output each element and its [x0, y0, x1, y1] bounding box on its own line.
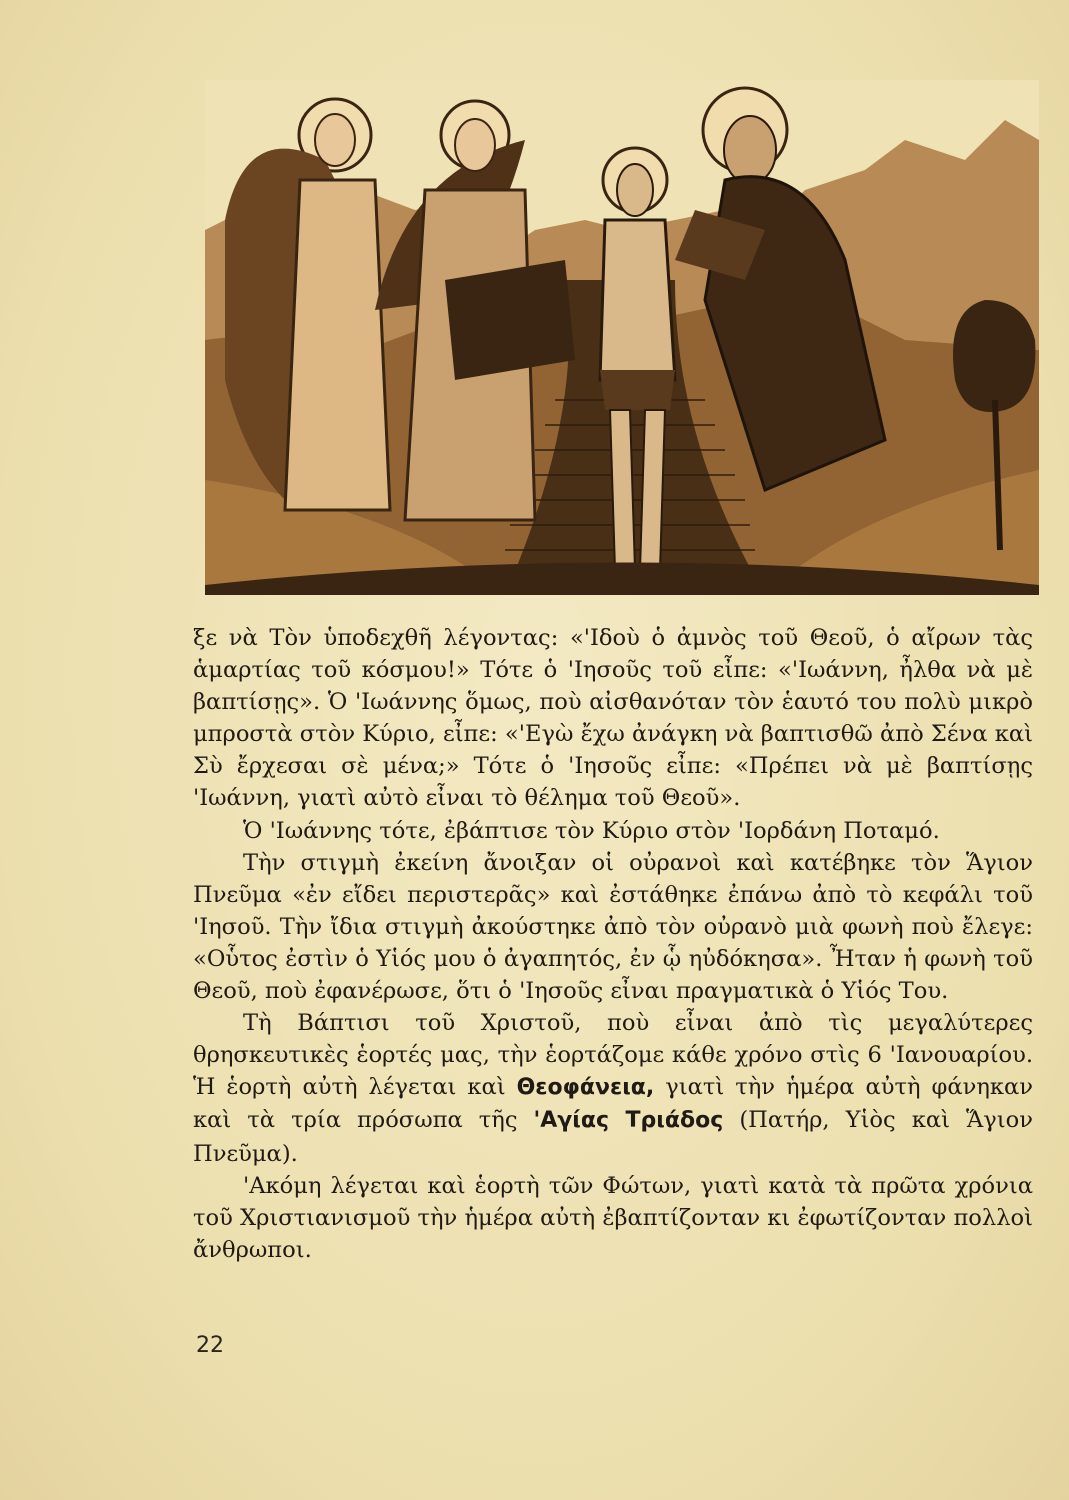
baptism-of-christ-icon [205, 80, 1039, 595]
tree [953, 300, 1035, 412]
paragraph [193, 622, 1033, 815]
text-run: (Πατήρ, Υἱὸς καὶ Ἅγιον Πνεῦμα). [193, 1107, 1033, 1167]
paragraph [193, 1170, 1033, 1266]
christ-figure [617, 164, 653, 216]
body-text [193, 622, 1033, 1266]
bold-term: Θεοφάνεια, [516, 1075, 655, 1101]
text-run: γιατὶ τὴν ἡμέρα αὐτὴ φάνηκαν καὶ τὰ τρία πρόσωπα τῆς [193, 1074, 1033, 1134]
baptism-illustration [205, 80, 1039, 595]
john-figure [724, 116, 776, 184]
text-run: ξε νὰ Τὸν ὑποδεχθῆ λέγοντας: «'Ιδοὺ ὁ ἀμνὸς τοῦ Θεοῦ, ὁ αἴρων τὰς ἁμαρτίας τοῦ κόσμου!» Τότε ὁ 'Ιησοῦς τοῦ εἶπε: «'Ιωάννη, ἦλθα νὰ μὲ βαπτίσῃς». Ὁ 'Ιωάννης ὅμως, ποὺ αἰσθανόταν τὸν ἑαυτό του πολὺ μικρὸ μπροστὰ στὸν Κύριο, εἶπε: «'Εγὼ ἔχω ἀνάγκη νὰ βαπτισθῶ ἀπὸ Σένα καὶ Σὺ ἔρχεσαι σὲ μένα;» Τότε ὁ 'Ιησοῦς εἶπε: «Πρέπει νὰ μὲ βαπτίσῃς 'Ιωάννη, γιατὶ αὐτὸ εἶναι τὸ θέλημα τοῦ Θεοῦ». [193, 625, 1033, 812]
paragraph [193, 815, 1033, 847]
text-run: 'Ακόμη λέγεται καὶ ἑορτὴ τῶν Φώτων, γιατὶ κατὰ τὰ πρῶτα χρόνια τοῦ Χριστιανισμοῦ τὴν ἡμέρα αὐτὴ ἐβαπτίζονταν κι ἐφωτίζονταν πολλοὶ ἄνθρωποι. [193, 1172, 1033, 1263]
paragraph [193, 847, 1033, 1007]
paragraph [193, 1007, 1033, 1169]
text-run: Τὴν στιγμὴ ἐκείνη ἄνοιξαν οἱ οὐρανοὶ καὶ κατέβηκε τὸν Ἅγιον Πνεῦμα «ἐν εἴδει περιστερᾶς» καὶ ἐστάθηκε ἐπάνω ἀπὸ τὸ κεφάλι τοῦ 'Ιησοῦ. Τὴν ἴδια στιγμὴ ἀκούστηκε ἀπὸ τὸν οὐρανὸ μιὰ φωνὴ ποὺ ἔλεγε: «Οὗτος ἐστὶν ὁ Υἱός μου ὁ ἀγαπητός, ἐν ᾧ ηὐδόκησα». Ἦταν ἡ φωνὴ τοῦ Θεοῦ, ποὺ ἐφανέρωσε, ὅτι ὁ 'Ιησοῦς εἶναι πραγματικὰ ὁ Υἱός Του. [193, 849, 1033, 1005]
page-number: 22 [196, 1333, 224, 1358]
bold-term: 'Αγίας Τριάδος [533, 1108, 724, 1134]
text-run: Ὁ 'Ιωάννης τότε, ἐβάπτισε τὸν Κύριο στὸν 'Ιορδάνη Ποταμό. [243, 817, 940, 844]
text-run: Τὴ Βάπτισι τοῦ Χριστοῦ, ποὺ εἶναι ἀπὸ τὶς μεγαλύτερες θρησκευτικὲς ἑορτές μας, τὴν ἑορτάζομε κάθε χρόνο στὶς 6 'Ιανουαρίου. Ἡ ἑορτὴ αὐτὴ λέγεται καὶ [193, 1010, 1033, 1101]
